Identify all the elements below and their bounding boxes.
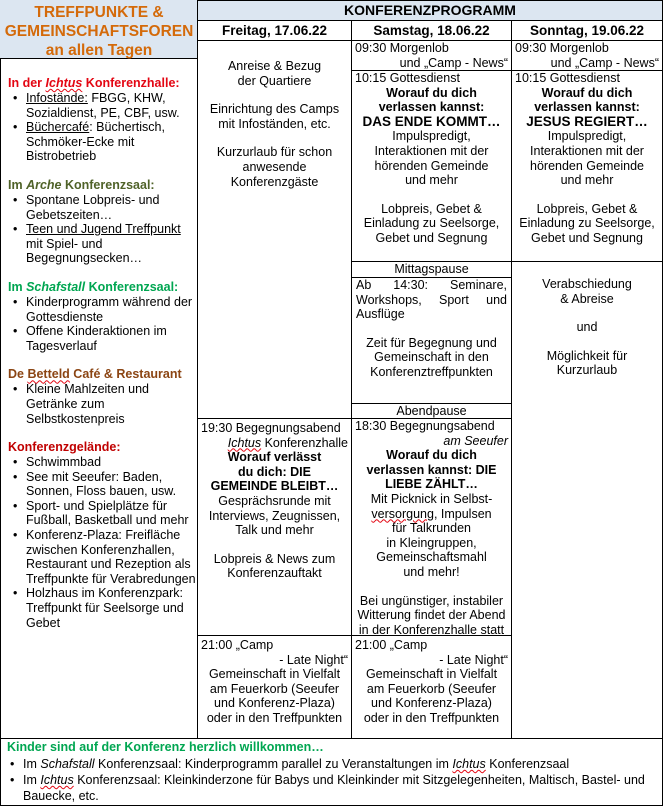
saturday-late-night: 21:00 „Camp - Late Night“ Gemeinschaft in Vielfalt am Feuerkorb (Seeufer und Konferenz-Plaza) oder in den Treffpunkten	[351, 635, 512, 739]
friday-evening: 19:30 Begegnungsabend Ichtus Konferenzhalle Worauf verlässt du dich: DIE GEMEINDE BLEIBT… Gesprächsrunde mit Interviews, Zeugnissen, Talk und mehr Lobpreis & News zum Konferenzauftakt	[197, 418, 352, 636]
list-item: • Im Schafstall Konferenzsaal: Kinderprogramm parallel zu Veranstaltungen im Ichtus Konferenzsaal	[23, 756, 656, 772]
list-item: • Offene Kinderaktionen im Tagesverlauf	[26, 324, 196, 353]
saturday-lunch-break: Mittagspause	[351, 261, 512, 278]
section-gelaende: Konferenzgelände:	[8, 440, 121, 455]
section-betteld: De Betteld Café & Restaurant	[8, 367, 182, 382]
list-item: • Kinderprogramm während der Gottesdienste	[26, 295, 196, 324]
friday-late-night: 21:00 „Camp - Late Night“ Gemeinschaft in Vielfalt am Feuerkorb (Seeufer und Konferenz-Plaza) oder in den Treffpunkten	[197, 635, 352, 739]
day-header-saturday: Samstag, 18.06.22	[351, 20, 512, 41]
list-item: • See mit Seeufer: Baden, Sonnen, Floss bauen, usw.	[26, 470, 196, 499]
treffpunkte-title-3: an allen Tagen	[45, 42, 153, 59]
list-item: • Teen und Jugend Treffpunkt mit Spiel- und Begegnungsecken…	[26, 222, 196, 266]
section-schafstall: Im Schafstall Konferenzsaal:	[8, 279, 179, 294]
program-title: KONFERENZPROGRAMM	[197, 0, 663, 21]
day-header-friday: Freitag, 17.06.22	[197, 20, 352, 41]
list-item: • Kleine Mahlzeiten und Getränke zum Selbstkostenpreis	[26, 382, 196, 426]
treffpunkte-title-2: GEMEINSCHAFTSFOREN	[4, 23, 194, 40]
kids-title: Kinder sind auf der Konferenz herzlich willkommen…	[7, 740, 324, 754]
saturday-service: 10:15 Gottesdienst Worauf du dich verlassen kannst: DAS ENDE KOMMT… Impulspredigt, Interaktionen mit der hörenden Gemeinde und mehr Lobpreis, Gebet & Einladung zu Seelsorge, Gebet und Segnung	[351, 70, 512, 262]
sunday-service: 10:15 Gottesdienst Worauf du dich verlassen kannst: JESUS REGIERT… Impulspredigt, Interaktionen mit der hörenden Gemeinde und mehr Lobpreis, Gebet & Einladung zu Seelsorge, Gebet und Segnung	[511, 70, 663, 262]
list-item: • Holzhaus im Konferenzpark: Treffpunkt für Seelsorge und Gebet	[26, 586, 196, 630]
list-item: • Infostände: FBGG, KHW, Sozialdienst, PE, CBF, usw.	[26, 91, 196, 120]
friday-daytime: Anreise & Bezug der Quartiere Einrichtung des Camps mit Infoständen, etc. Kurzurlaub für schon anwesende Konferenzgäste	[197, 40, 352, 419]
saturday-evening: 18:30 Begegnungsabend am Seeufer Worauf du dich verlassen kannst: DIE LIEBE ZÄHLT… Mit Picknick in Selbst- versorgung, Impulsen für Talkrunden in Kleingruppen, Gemeinschaftsmahl und mehr! Bei ungünstiger, instabiler Witterung findet der Abend in der Konferenzhalle statt	[351, 418, 512, 636]
saturday-morning: 09:30 Morgenlob und „Camp - News“	[351, 40, 512, 71]
list-item: • Sport- und Spielplätze für Fußball, Basketball und mehr	[26, 499, 196, 528]
sunday-afternoon: Verabschiedung & Abreise und Möglichkeit für Kurzurlaub	[511, 261, 663, 739]
treffpunkte-panel	[0, 0, 198, 739]
treffpunkte-list	[8, 76, 196, 630]
treffpunkte-header	[0, 0, 198, 59]
treffpunkte-title-1: TREFFPUNKTE &	[34, 4, 164, 21]
list-item: • Schwimmbad	[26, 455, 196, 470]
saturday-afternoon: Ab 14:30: Seminare, Workshops, Sport und Ausflüge Zeit für Begegnung und Gemeinschaft in den Konferenztreffpunkten	[351, 277, 512, 404]
list-item: • Spontane Lobpreis- und Gebetszeiten…	[26, 193, 196, 222]
kids-panel	[0, 738, 663, 806]
sunday-morning: 09:30 Morgenlob und „Camp - News“	[511, 40, 663, 71]
list-item: • Im Ichtus Konferenzsaal: Kleinkinderzone für Babys und Kleinkinder mit Sitzgelegenheiten, Maltisch, Bastel- und Bauecke, etc.	[23, 772, 656, 804]
list-item: • Konferenz-Plaza: Freifläche zwischen Konferenzhallen, Restaurant und Rezeption als Treffpunkte für Verabredungen	[26, 528, 196, 586]
section-ichtus: In der Ichtus Konferenzhalle:	[8, 76, 180, 90]
list-item: • Büchercafé: Büchertisch, Schmöker-Ecke mit Bistrobetrieb	[26, 120, 196, 164]
section-arche: Im Arche Konferenzsaal:	[8, 177, 155, 192]
day-header-sunday: Sonntag, 19.06.22	[511, 20, 663, 41]
saturday-dinner-break: Abendpause	[351, 403, 512, 419]
